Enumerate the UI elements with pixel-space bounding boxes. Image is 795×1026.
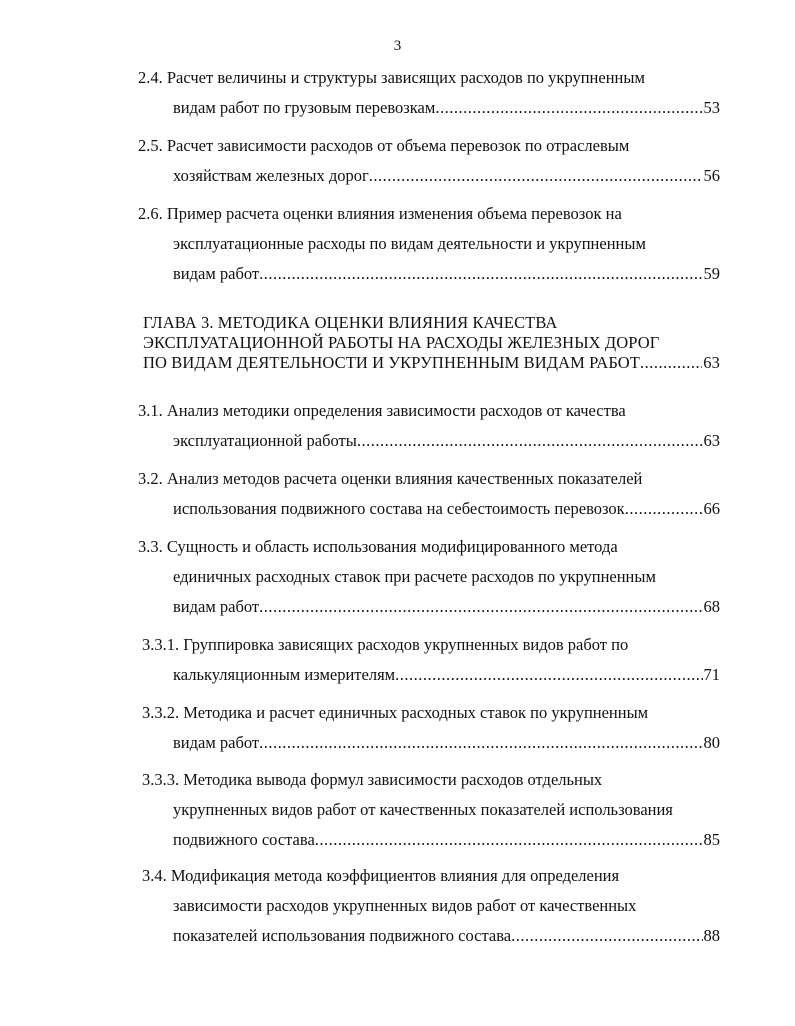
toc-page-number: 63: [703, 431, 720, 450]
leader-dots: [625, 499, 703, 519]
toc-entry-text: калькуляционным измерителям: [173, 665, 396, 684]
chapter-3-heading-line2: ЭКСПЛУАТАЦИОННОЙ РАБОТЫ НА РАСХОДЫ ЖЕЛЕЗНЫХ ДОРОГ: [143, 333, 660, 352]
toc-entry-2-6-line1: 2.6. Пример расчета оценки влияния изменения объема перевозок на: [138, 204, 622, 223]
toc-page-number: 59: [703, 264, 720, 283]
toc-entry-text: видам работ: [173, 264, 260, 283]
leader-dots: [357, 431, 703, 451]
toc-page-number: 53: [703, 98, 720, 117]
toc-page-number: 56: [703, 166, 720, 185]
toc-page-number: 63: [703, 353, 720, 372]
toc-entry-3-2-line2: [173, 499, 720, 519]
toc-entry-text: хозяйствам железных дорог: [173, 166, 369, 185]
toc-entry-3-4-line2: зависимости расходов укрупненных видов работ от качественных: [173, 896, 637, 915]
toc-entry-text: эксплуатационной работы: [173, 431, 357, 450]
leader-dots: [395, 665, 702, 685]
toc-entry-text: показателей использования подвижного состава: [173, 926, 512, 945]
toc-entry-3-3-line2: единичных расходных ставок при расчете расходов по укрупненным: [173, 567, 656, 586]
toc-entry-3-3-line3: [173, 597, 720, 617]
toc-entry-3-4-line3: [173, 926, 720, 946]
toc-entry-3-4-line1: 3.4. Модификация метода коэффициентов влияния для определения: [142, 866, 620, 885]
toc-entry-3-3-2-line1: 3.3.2. Методика и расчет единичных расходных ставок по укрупненным: [142, 703, 649, 722]
toc-page-number: 80: [703, 733, 720, 752]
toc-entry-text: видам работ по грузовым перевозкам: [173, 98, 436, 117]
toc-entry-text: видам работ: [173, 597, 260, 616]
toc-entry-3-2-line1: 3.2. Анализ методов расчета оценки влияния качественных показателей: [138, 469, 643, 488]
toc-page-number: 68: [703, 597, 720, 616]
toc-entry-3-3-3-line3: [173, 830, 720, 850]
leader-dots: [435, 98, 702, 118]
leader-dots: [369, 166, 703, 186]
toc-entry-2-5-line1: 2.5. Расчет зависимости расходов от объема перевозок по отраслевым: [138, 136, 630, 155]
toc-page-number: 66: [703, 499, 720, 518]
leader-dots: [259, 264, 702, 284]
toc-entry-2-6-line2: эксплуатационные расходы по видам деятельности и укрупненным: [173, 234, 646, 253]
toc-entry-2-5-line2: [173, 166, 720, 186]
toc-entry-text: использования подвижного состава на себестоимость перевозок: [173, 499, 625, 518]
toc-entry-2-6-line3: [173, 264, 720, 284]
toc-page-number: 88: [703, 926, 720, 945]
page-number: 3: [393, 38, 402, 54]
toc-entry-text: подвижного состава: [173, 830, 315, 849]
toc-entry-3-3-3-line2: укрупненных видов работ от качественных показателей использования: [173, 800, 673, 819]
toc-entry-3-3-line1: 3.3. Сущность и область использования модифицированного метода: [138, 537, 618, 556]
toc-entry-text: ПО ВИДАМ ДЕЯТЕЛЬНОСТИ И УКРУПНЕННЫМ ВИДАМ РАБОТ: [143, 353, 640, 372]
toc-entry-3-1-line2: [173, 431, 720, 451]
chapter-3-heading-line3: [143, 353, 720, 373]
toc-page-number: 85: [703, 830, 720, 849]
leader-dots: [640, 353, 702, 373]
toc-entry-text: видам работ: [173, 733, 260, 752]
chapter-3-heading-line1: ГЛАВА 3. МЕТОДИКА ОЦЕНКИ ВЛИЯНИЯ КАЧЕСТВА: [143, 313, 558, 332]
leader-dots: [511, 926, 702, 946]
leader-dots: [315, 830, 703, 850]
toc-entry-2-4-line1: 2.4. Расчет величины и структуры зависящих расходов по укрупненным: [138, 68, 645, 87]
toc-entry-3-1-line1: 3.1. Анализ методики определения зависимости расходов от качества: [138, 401, 626, 420]
toc-entry-3-3-3-line1: 3.3.3. Методика вывода формул зависимости расходов отдельных: [142, 770, 603, 789]
toc-page-number: 71: [703, 665, 720, 684]
toc-entry-3-3-1-line2: [173, 665, 720, 685]
toc-entry-2-4-line2: [173, 98, 720, 118]
toc-entry-3-3-1-line1: 3.3.1. Группировка зависящих расходов укрупненных видов работ по: [142, 635, 629, 654]
leader-dots: [259, 733, 702, 753]
leader-dots: [259, 597, 702, 617]
toc-entry-3-3-2-line2: [173, 733, 720, 753]
